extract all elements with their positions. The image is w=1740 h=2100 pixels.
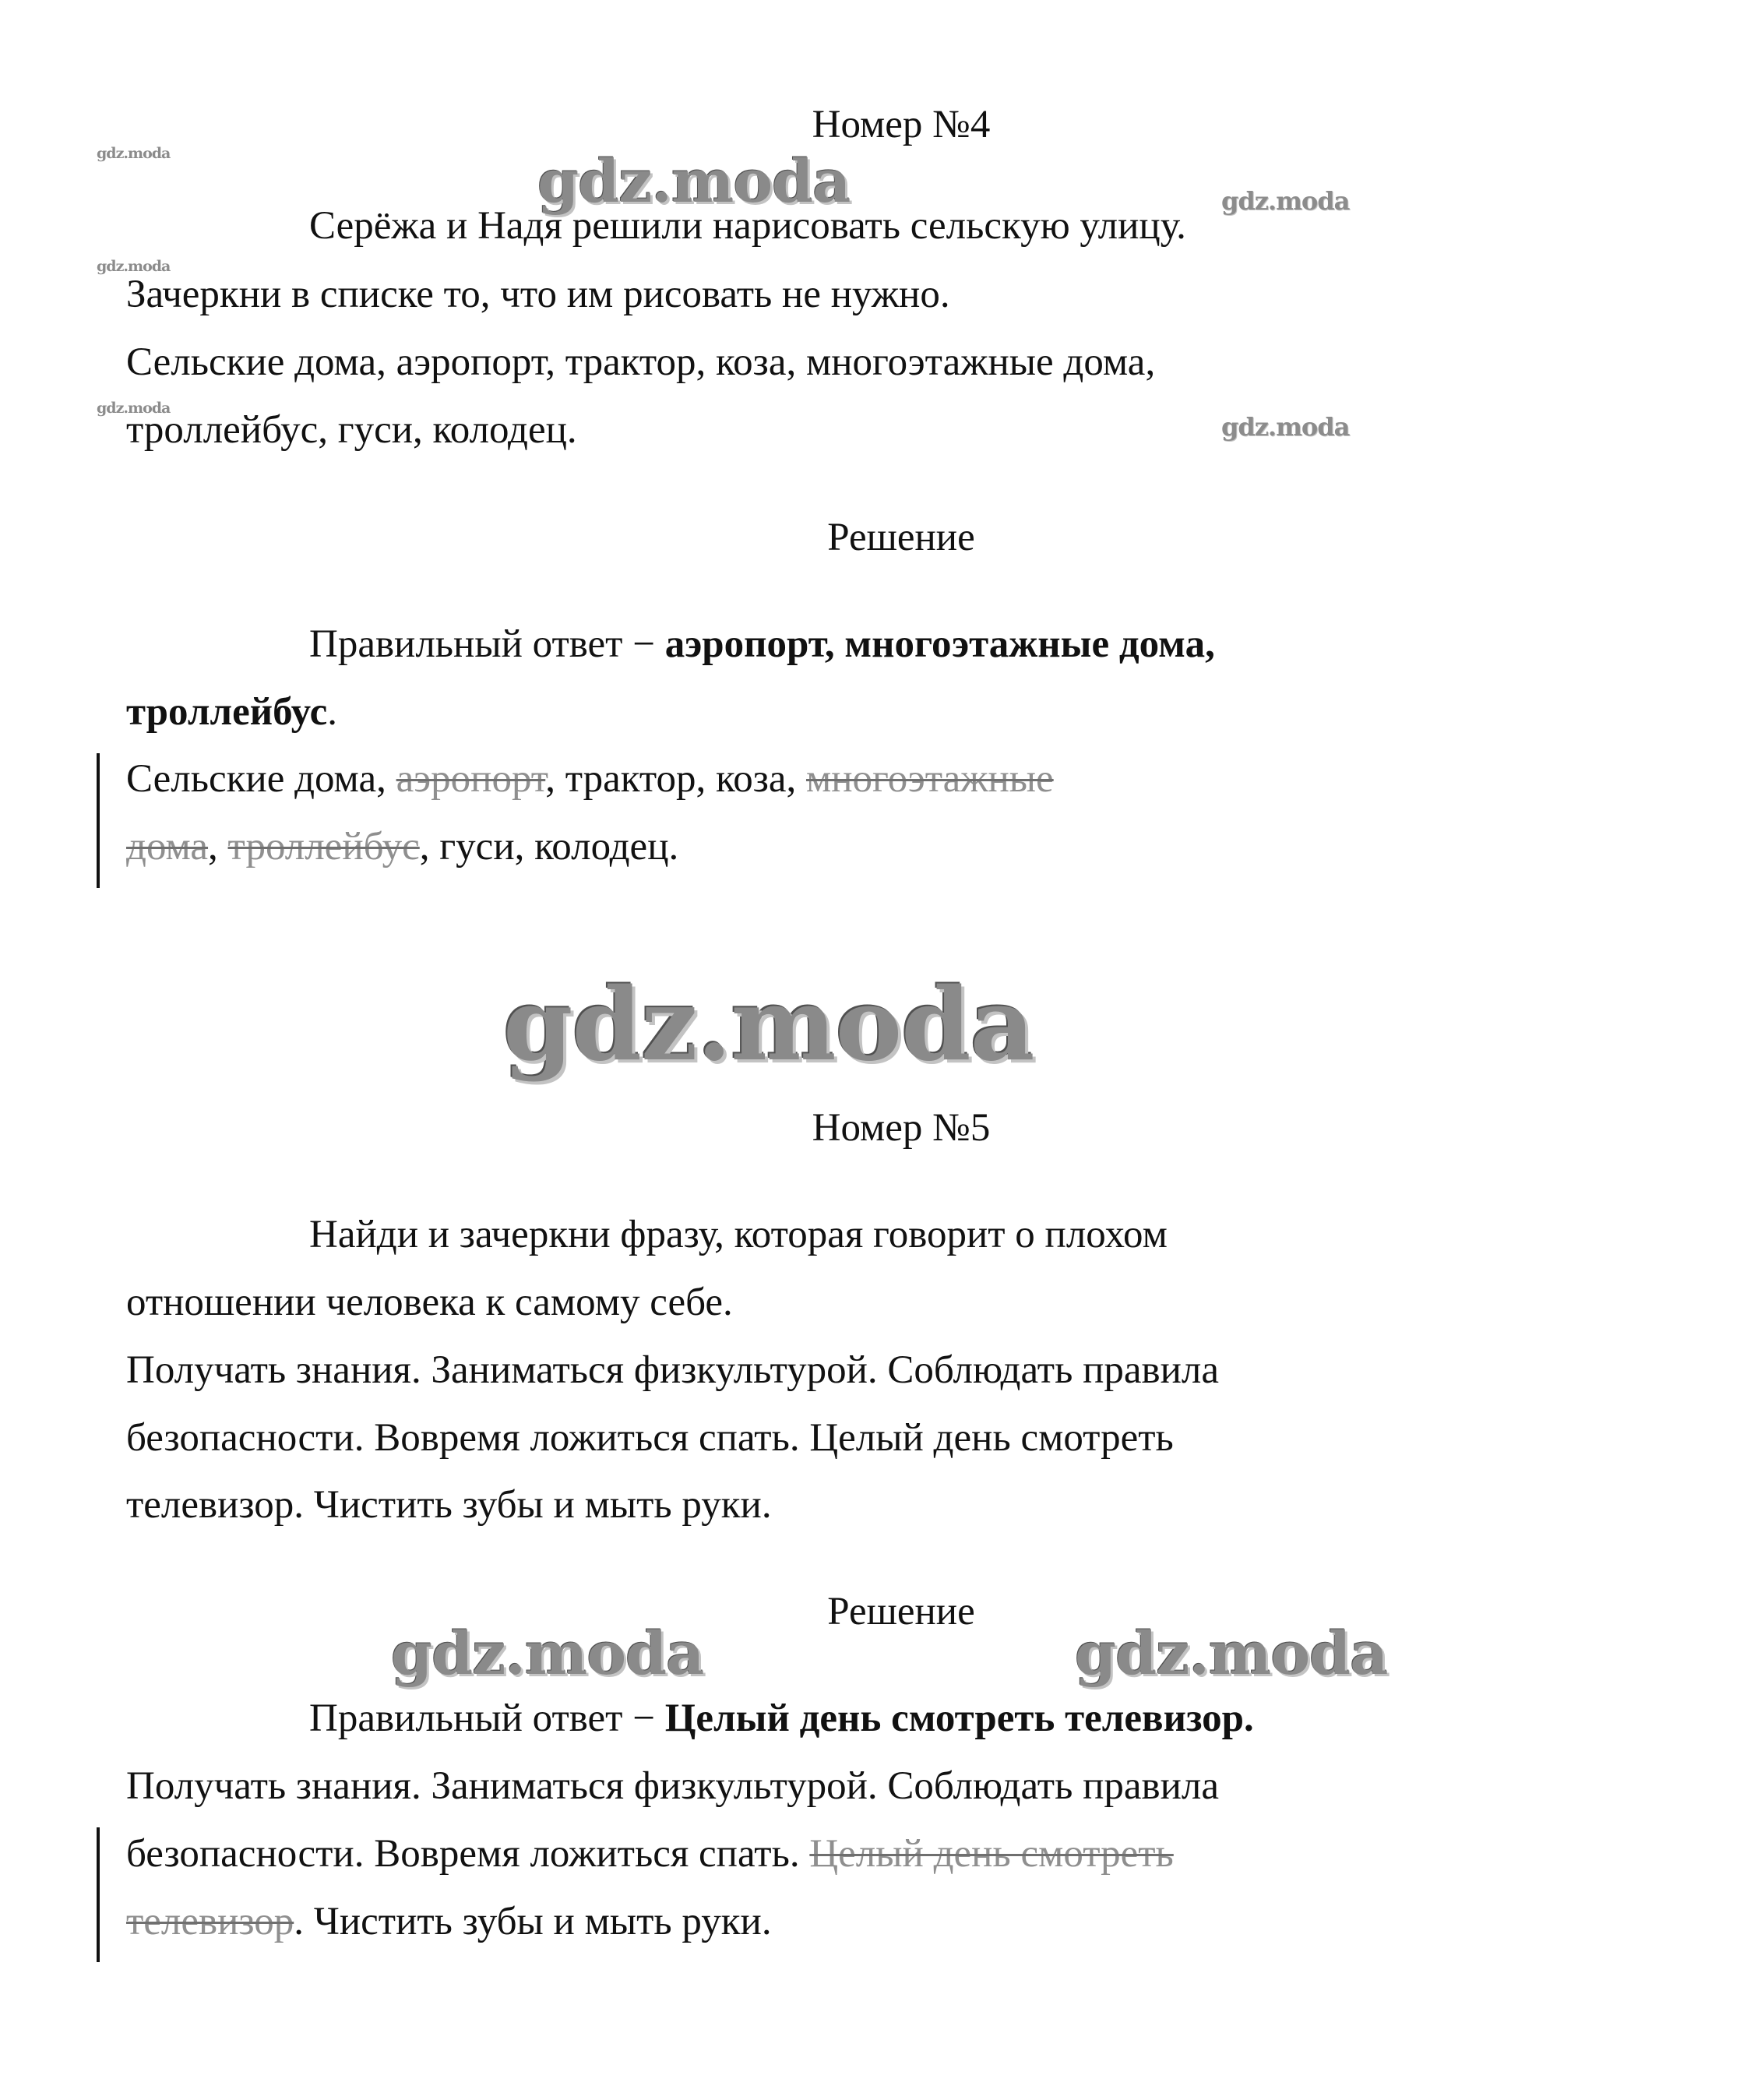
task4-answer-bold-1: аэропорт, многоэтажные дома,: [664, 622, 1215, 666]
task5-struck-watch-tv: Целый день смотреть: [809, 1832, 1174, 1876]
watermark-medium-top: gdz.moda: [537, 146, 851, 216]
task4-marked-line-1: [126, 752, 1054, 806]
task4-answer-line-2: [126, 685, 337, 739]
task4-struck-trolleybus: троллейбус: [227, 825, 420, 869]
task5-title: Номер №5: [812, 1106, 991, 1150]
task5-marked-text-2: . Чистить зубы и мыть руки.: [294, 1900, 772, 1943]
task4-answer-line-1: [309, 617, 1215, 671]
task4-title: Номер №4: [812, 103, 991, 146]
watermark-tiny-2: gdz.moda: [97, 258, 171, 275]
task4-struck-airport: аэропорт: [396, 757, 546, 801]
watermark-tiny-3: gdz.moda: [97, 400, 171, 417]
task4-marked-text-1: Сельские дома,: [126, 757, 396, 801]
task5-paragraph-5: телевизор. Чистить зубы и мыть руки.: [126, 1483, 772, 1527]
task4-answer-bold-2: троллейбус: [126, 690, 328, 734]
watermark-tiny-1: gdz.moda: [97, 145, 171, 162]
task4-margin-bar: [97, 753, 100, 888]
watermark-small-right-1: gdz.moda: [1221, 186, 1350, 216]
task5-marked-line-3: [126, 1894, 772, 1949]
watermark-medium-right: gdz.moda: [1075, 1619, 1388, 1688]
task5-struck-television: телевизор: [126, 1900, 294, 1943]
task4-paragraph-1: Серёжа и Надя решили нарисовать сельскую улицу.: [309, 204, 1186, 248]
task4-marked-line-2: [126, 819, 678, 874]
watermark-large-center: gdz.moda: [503, 967, 1034, 1083]
task4-paragraph-4: троллейбус, гуси, колодец.: [126, 408, 577, 452]
task4-marked-text-2: , трактор, коза,: [545, 757, 806, 801]
task5-marked-line-1: Получать знания. Заниматься физкультурой. Соблюдать правила: [126, 1764, 1219, 1808]
task5-marked-line-2: [126, 1827, 1174, 1881]
task4-answer-prefix: Правильный ответ −: [309, 622, 665, 666]
watermark-medium-left: gdz.moda: [391, 1619, 704, 1688]
task5-answer-line: [309, 1691, 1254, 1746]
watermark-small-right-2: gdz.moda: [1221, 412, 1350, 442]
task5-margin-bar: [97, 1827, 100, 1962]
task5-answer-bold: Целый день смотреть телевизор.: [664, 1697, 1254, 1740]
task4-paragraph-2: Зачеркни в списке то, что им рисовать не нужно.: [126, 273, 950, 316]
task4-solution-heading: Решение: [827, 516, 975, 559]
task4-paragraph-3: Сельские дома, аэропорт, трактор, коза, многоэтажные дома,: [126, 340, 1156, 384]
task5-paragraph-1: Найди и зачеркни фразу, которая говорит о плохом: [309, 1213, 1168, 1256]
task5-paragraph-3: Получать знания. Заниматься физкультурой. Соблюдать правила: [126, 1348, 1219, 1392]
task4-answer-end: .: [327, 690, 337, 734]
task5-paragraph-4: безопасности. Вовремя ложиться спать. Целый день смотреть: [126, 1416, 1174, 1460]
task5-answer-prefix: Правильный ответ −: [309, 1697, 665, 1740]
task4-struck-houses: дома: [126, 825, 209, 869]
task4-struck-multistorey: многоэтажные: [805, 757, 1054, 801]
task5-marked-text-1: безопасности. Вовремя ложиться спать.: [126, 1832, 810, 1876]
task5-solution-heading: Решение: [827, 1590, 975, 1633]
task5-paragraph-2: отношении человека к самому себе.: [126, 1281, 733, 1324]
task4-marked-text-3: ,: [208, 825, 228, 869]
task4-marked-text-4: , гуси, колодец.: [419, 825, 679, 869]
